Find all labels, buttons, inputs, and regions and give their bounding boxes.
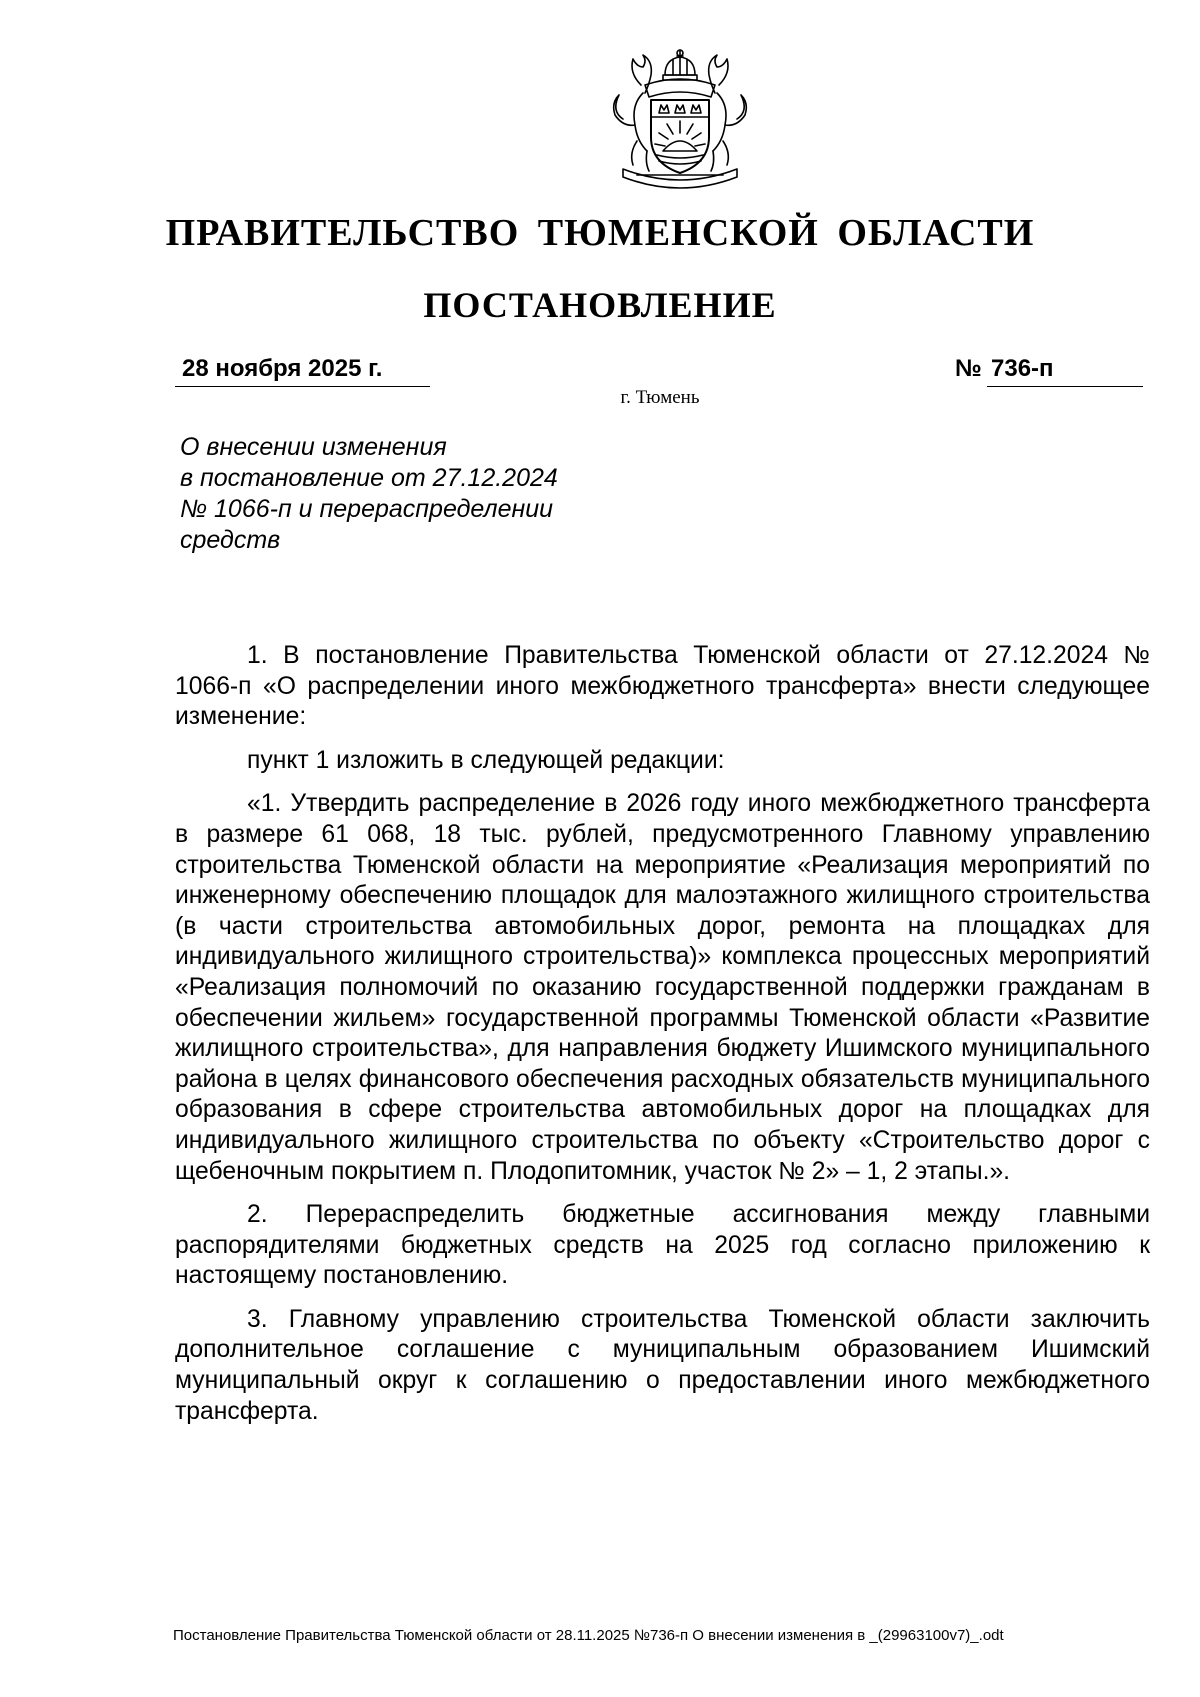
body-paragraph: пункт 1 изложить в следующей редакции: (247, 746, 725, 774)
document-date: 28 ноября 2025 г. (175, 355, 430, 387)
subject-block (180, 432, 600, 556)
number-value: 736-п (987, 355, 1143, 387)
body-paragraph: 2. Перераспределить бюджетные ассигнования между главными распорядителями бюджетных средств на 2025 год согласно приложению к настоящему постановлению. (175, 1201, 1150, 1290)
document-body (175, 641, 1150, 1440)
footer-filename: Постановление Правительства Тюменской области от 28.11.2025 №736-п О внесении изменения в _(29963100v7)_.odt (173, 1627, 1004, 1644)
government-name: ПРАВИТЕЛЬСТВО ТЮМЕНСКОЙ ОБЛАСТИ (165, 212, 1035, 254)
city: г. Тюмень (620, 387, 700, 408)
subject-line: О внесении изменения (180, 433, 447, 461)
number-sign: № (955, 355, 982, 382)
document-number (955, 355, 1143, 387)
subject-line: в постановление от 27.12.2024 (180, 464, 558, 492)
body-paragraph: 3. Главному управлению строительства Тюменской области заключить дополнительное соглашение с муниципальным образованием Ишимский муниципальный округ к соглашению о предоставлении иного межбюджетного трансферта. (175, 1305, 1150, 1425)
body-paragraph: «1. Утвердить распределение в 2026 году иного межбюджетного трансферта в размере 61 068, 18 тыс. рублей, предусмотренного Главному управлению строительства Тюменской области на мероприятие «Реализация мероприятий по инженерному обеспечению площадок для малоэтажного жилищного строительства (в части строительства автомобильных дорог, ремонта на площадках для индивидуального жилищного строительства)» комплекса процессных мероприятий «Реализация полномочий по оказанию государственной поддержки гражданам в обеспечении жильем» государственной программы Тюменской области «Развитие жилищного строительства», для направления бюджету Ишимского муниципального района в целях финансового обеспечения расходных обязательств муниципального образования в сфере строительства автомобильных дорог на площадках для индивидуального жилищного строительства по объекту «Строительство дорог с щебеночным покрытием п. Плодопитомник, участок № 2» – 1, 2 этапы.». (175, 790, 1150, 1185)
coat-of-arms-icon (593, 45, 768, 190)
subject-line: № 1066-п и перераспределении (180, 495, 554, 523)
document-type: ПОСТАНОВЛЕНИЕ (423, 285, 777, 325)
subject-line: средств (180, 526, 281, 554)
body-paragraph: 1. В постановление Правительства Тюменской области от 27.12.2024 № 1066-п «О распределении иного межбюджетного трансферта» внести следующее изменение: (175, 642, 1150, 731)
